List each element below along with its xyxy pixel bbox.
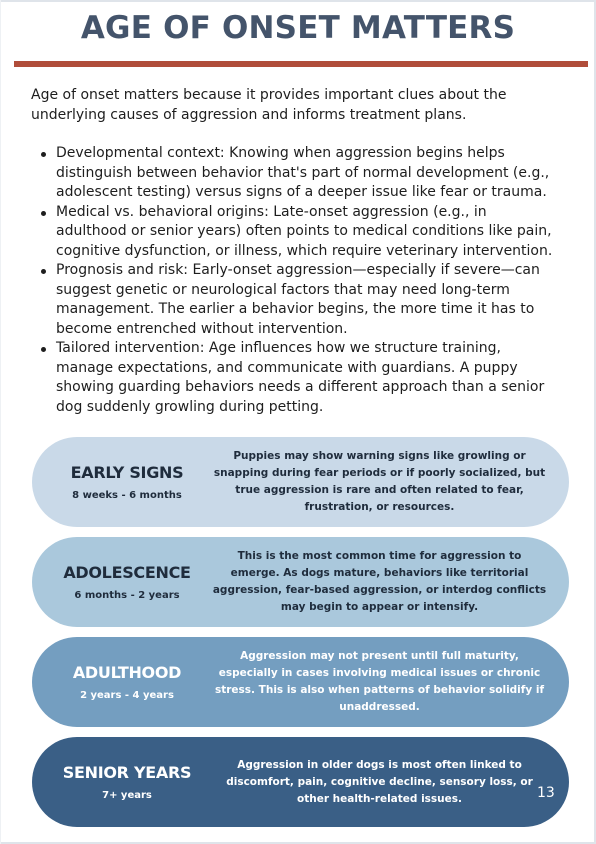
bullet-text: Tailored intervention: Age influences how we structure training, manage expectations, and communicate with guardians. A puppy showing guarding behaviors needs a different approach than a senior dog suddenly growling during petting. <box>56 340 545 415</box>
bullet-item-tailored-intervention <box>31 339 561 417</box>
page-edge-top <box>0 0 596 2</box>
stage-age-range: 8 weeks - 6 months <box>72 490 182 501</box>
stage-name: ADULTHOOD <box>72 663 182 682</box>
stage-label <box>32 437 222 527</box>
stage-description: This is the most common time for aggression to emerge. As dogs mature, behaviors like territorial aggression, fear-based aggression, or interdog conflicts may begin to appear or intensify. <box>212 550 547 613</box>
stage-card-adolescence <box>32 537 569 627</box>
stage-card-early-signs <box>32 437 569 527</box>
title-underline-rule <box>14 61 588 67</box>
bullet-dot-icon <box>41 152 46 157</box>
stage-card-adulthood <box>32 637 569 727</box>
bullet-dot-icon <box>41 269 46 274</box>
stage-age-range: 7+ years <box>102 790 152 801</box>
bullet-list <box>31 144 561 417</box>
stage-age-range: 2 years - 4 years <box>80 690 174 701</box>
stage-description: Puppies may show warning signs like growling or snapping during fear periods or if poorly socialized, but true aggression is rare and often related to fear, frustration, or resources. <box>213 450 546 513</box>
page-edge-left <box>0 0 1 844</box>
stage-name: ADOLESCENCE <box>63 563 191 582</box>
stage-label <box>32 537 222 627</box>
stage-name: SENIOR YEARS <box>62 763 192 782</box>
stage-description: Aggression in older dogs is most often linked to discomfort, pain, cognitive decline, sensory loss, or other health-related issues. <box>226 758 533 805</box>
stage-age-range: 6 months - 2 years <box>74 590 180 601</box>
bullet-dot-icon <box>41 211 46 216</box>
stage-name: EARLY SIGNS <box>70 463 184 482</box>
page-number: 13 <box>537 785 555 801</box>
bullet-text: Developmental context: Knowing when aggression begins helps distinguish between behavior that's part of normal development (e.g., adolescent testing) versus signs of a deeper issue like fear or trauma. <box>56 145 550 200</box>
bullet-item-medical-vs-behavioral <box>31 203 561 262</box>
stage-card-senior-years <box>32 737 569 827</box>
bullet-text: Medical vs. behavioral origins: Late-onset aggression (e.g., in adulthood or senior years) often points to medical conditions like pain, cognitive dysfunction, or illness, which require veterinary intervention. <box>56 203 553 259</box>
page-title: AGE OF ONSET MATTERS <box>80 10 516 46</box>
stage-label <box>32 637 222 727</box>
stage-description: Aggression may not present until full maturity, especially in cases involving medical issues or chronic stress. This is also when patterns of behavior solidify if unaddressed. <box>214 650 545 713</box>
bullet-dot-icon <box>41 347 46 352</box>
bullet-text: Prognosis and risk: Early-onset aggression—especially if severe—can suggest genetic or neurological factors that may need long-term management. The earlier a behavior begins, the more time it has to become entrenched without intervention. <box>56 262 540 337</box>
bullet-item-prognosis-and-risk <box>31 261 561 339</box>
bullet-item-developmental-context <box>31 144 561 203</box>
intro-paragraph: Age of onset matters because it provides important clues about the underlying causes of aggression and informs treatment plans. <box>31 87 507 123</box>
stage-label <box>32 737 222 827</box>
